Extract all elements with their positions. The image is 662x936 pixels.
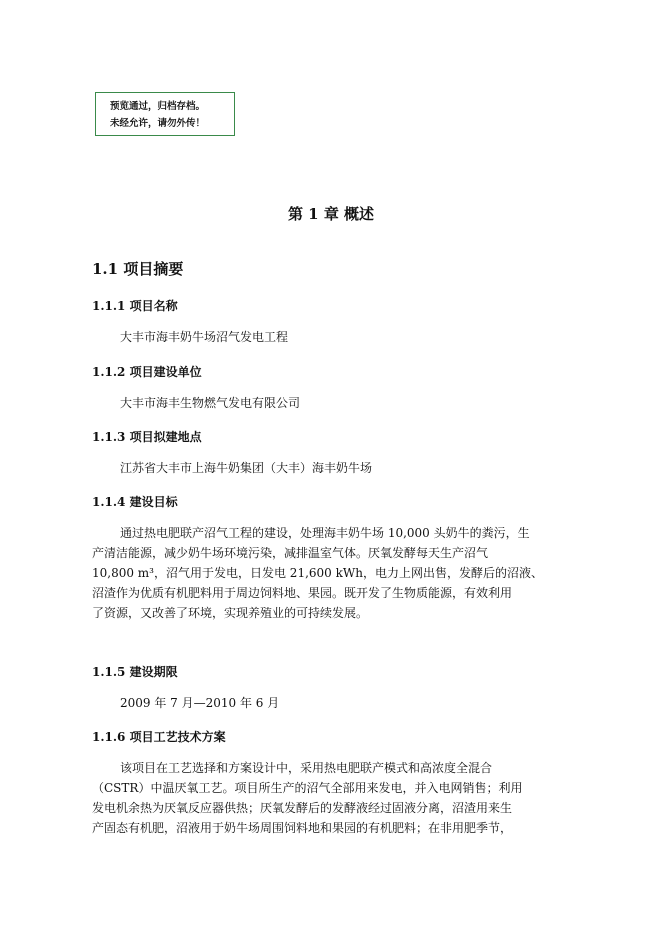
paragraph-line: 该项目在工艺选择和方案设计中，采用热电肥联产模式和高浓度全混合 bbox=[120, 761, 493, 775]
paragraph bbox=[92, 523, 562, 623]
paragraph-line: 沼渣作为优质有机肥料用于周边饲料地、果园。既开发了生物质能源，有效利用 bbox=[92, 586, 513, 600]
paragraph-line: 大丰市海丰生物燃气发电有限公司 bbox=[120, 396, 301, 410]
paragraph-line: 江苏省大丰市上海牛奶集团（大丰）海丰奶牛场 bbox=[120, 461, 373, 475]
paragraph bbox=[120, 458, 590, 478]
subsection-title: 1.1.6 项目工艺技术方案 bbox=[92, 730, 226, 744]
chapter-title: 第 1 章 概述 bbox=[287, 205, 375, 223]
paragraph-line: （CSTR）中温厌氧工艺。项目所生产的沼气全部用来发电，并入电网销售；利用 bbox=[92, 781, 523, 795]
stamp-line: 未经允许，请勿外传！ bbox=[110, 118, 206, 129]
paragraph-line: 发电机余热为厌氧反应器供热；厌氧发酵后的发酵液经过固液分离，沼渣用来生 bbox=[92, 801, 513, 815]
section-title: 1.1 项目摘要 bbox=[92, 260, 184, 278]
subsection-title: 1.1.2 项目建设单位 bbox=[92, 365, 202, 379]
paragraph-line: 产固态有机肥，沼液用于奶牛场周围饲料地和果园的有机肥料；在非用肥季节， bbox=[92, 821, 513, 835]
subsection-title: 1.1.1 项目名称 bbox=[92, 299, 178, 313]
paragraph bbox=[120, 393, 590, 413]
subsection-title: 1.1.5 建设期限 bbox=[92, 665, 178, 679]
paragraph-line: 10,800 m³，沼气用于发电，日发电 21,600 kWh，电力上网出售，发酵后的沼液、 bbox=[92, 566, 543, 580]
subsection-title: 1.1.3 项目拟建地点 bbox=[92, 430, 202, 444]
paragraph-line: 2009 年 7 月—2010 年 6 月 bbox=[120, 696, 280, 710]
paragraph-line: 通过热电肥联产沼气工程的建设，处理海丰奶牛场 10,000 头奶牛的粪污，生 bbox=[120, 526, 530, 540]
paragraph bbox=[120, 327, 590, 347]
paragraph-line: 大丰市海丰奶牛场沼气发电工程 bbox=[120, 330, 289, 344]
stamp-line: 预览通过，归档存档。 bbox=[110, 101, 206, 112]
approval-stamp bbox=[95, 92, 235, 136]
paragraph-line: 产清洁能源，减少奶牛场环境污染，减排温室气体。厌氧发酵每天生产沼气 bbox=[92, 546, 489, 560]
paragraph bbox=[92, 758, 562, 838]
subsection-title: 1.1.4 建设目标 bbox=[92, 495, 178, 509]
paragraph-line: 了资源，又改善了环境，实现养殖业的可持续发展。 bbox=[92, 606, 369, 620]
paragraph bbox=[120, 693, 590, 713]
